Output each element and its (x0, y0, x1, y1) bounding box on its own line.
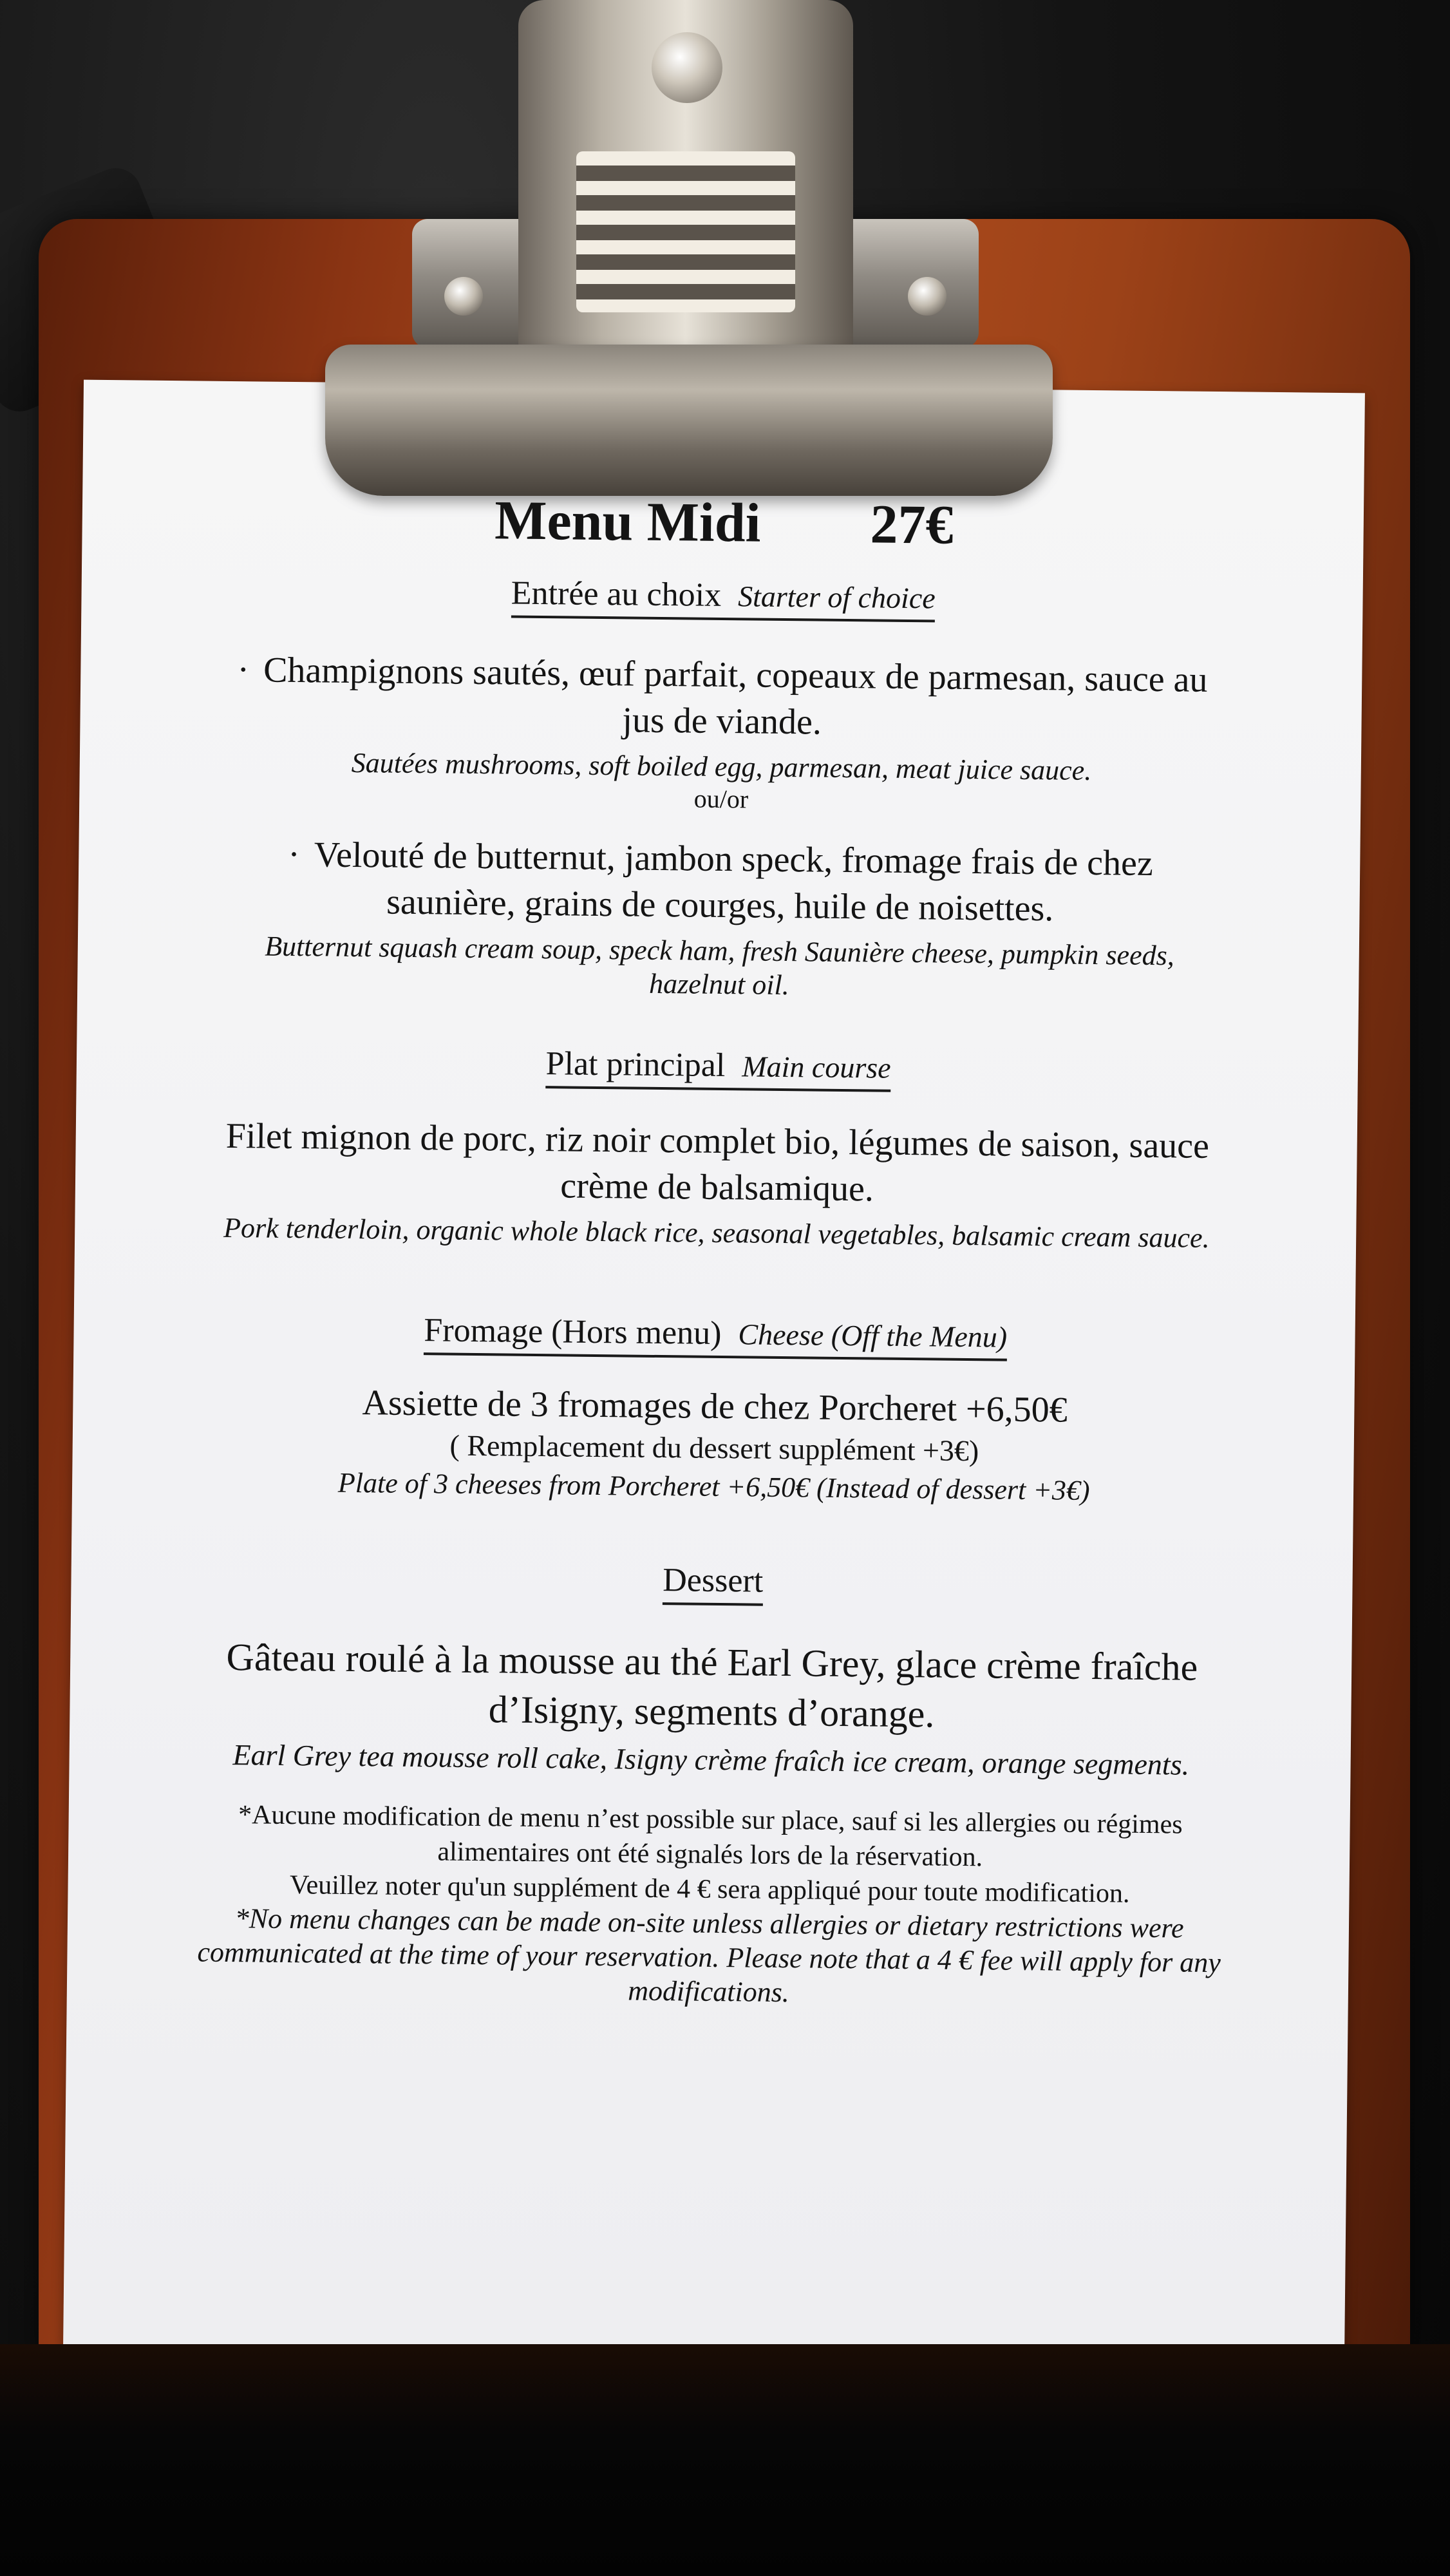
starter-option-2-en-line2: hazelnut oil. (648, 968, 789, 1001)
footnote (80, 1797, 1338, 2016)
starter-option-1 (93, 646, 1351, 820)
main-heading-wrap (90, 1041, 1346, 1097)
dessert-dish-en: Earl Grey tea mousse roll cake, Isigny crème fraîch ice cream, orange segments. (232, 1738, 1190, 1781)
main-dish-fr-line2: crème de balsamique. (560, 1166, 874, 1209)
starter-option-2-fr (92, 830, 1348, 936)
clip-jaw (325, 345, 1053, 496)
starter-or: ou/or (693, 784, 749, 814)
cheese-heading-fr: Fromage (Hors menu) (424, 1311, 722, 1352)
menu-text (80, 483, 1352, 2016)
cheese-heading-wrap (88, 1308, 1344, 1365)
cheese-heading (424, 1312, 1007, 1361)
dessert-dish-fr-line2: d’Isigny, segments d’orange. (488, 1688, 935, 1736)
starter-heading-fr: Entrée au choix (511, 574, 722, 614)
main-dish-fr (89, 1112, 1345, 1218)
starter-option-2-fr-line1: Velouté de butternut, jambon speck, fromage frais de chez (314, 835, 1154, 884)
footnote-en-line3: modifications. (628, 1975, 790, 2009)
starter-option-2 (91, 830, 1349, 1009)
cheese-dish (86, 1377, 1343, 1511)
footnote-fr-line1: *Aucune modification de menu n’est possible sur place, sauf si les allergies ou régimes (238, 1800, 1183, 1840)
main-dish-fr-line1: Filet mignon de porc, riz noir complet bio, légumes de saison, sauce (225, 1116, 1210, 1167)
starter-option-1-fr-line2: jus de viande. (622, 700, 822, 743)
clip-grip (576, 151, 795, 312)
starter-heading-en: Starter of choice (737, 580, 936, 615)
dessert-heading: Dessert (663, 1562, 764, 1606)
bullet-icon: · (287, 835, 301, 875)
footnote-en-line1: *No menu changes can be made on-site unless allergies or dietary restrictions were (234, 1902, 1184, 1944)
menu-title: Menu Midi (494, 489, 762, 554)
starter-option-1-fr (94, 646, 1350, 752)
footnote-fr-line2: alimentaires ont été signalés lors de la réservation. (437, 1837, 983, 1873)
dessert-heading-wrap (85, 1556, 1341, 1613)
starter-option-2-fr-line2: saunière, grains de courges, huile de noisettes. (386, 882, 1054, 929)
cheese-dish-en: Plate of 3 cheeses from Porcheret +6,50€ (Instead of dessert +3€) (337, 1467, 1090, 1507)
menu-price: 27€ (870, 493, 954, 556)
main-heading-en: Main course (742, 1050, 891, 1085)
footnote-fr (82, 1797, 1339, 1914)
clip-screw-right-icon (908, 277, 946, 316)
main-dish-en: Pork tenderloin, organic whole black rice, seasonal vegetables, balsamic cream sauce. (223, 1211, 1210, 1254)
bullet-icon: · (237, 650, 250, 690)
footnote-en-line2: communicated at the time of your reservation. Please note that a 4 € fee will apply for any (197, 1936, 1221, 1979)
starter-heading (511, 575, 936, 623)
footnote-fr-line3: Veuillez noter qu'un supplément de 4 € sera appliqué pour toute modification. (289, 1870, 1130, 1909)
main-heading-fr: Plat principal (545, 1045, 726, 1084)
starter-option-2-en-line1: Butternut squash cream soup, speck ham, fresh Saunière cheese, pumpkin seeds, (264, 930, 1175, 972)
dessert-dish-fr-line1: Gâteau roulé à la mousse au thé Earl Grey, glace crème fraîche (226, 1636, 1198, 1689)
table-shadow (0, 2344, 1450, 2576)
starter-option-1-fr-line1: Champignons sautés, œuf parfait, copeaux de parmesan, sauce au (263, 650, 1208, 701)
menu-title-row (96, 488, 1352, 556)
footnote-en (80, 1900, 1337, 2016)
main-heading (545, 1045, 891, 1092)
dessert-dish (83, 1631, 1340, 1784)
starter-option-2-en (91, 927, 1348, 1009)
cheese-dish-fr: Assiette de 3 fromages de chez Porcheret +6,50€ (362, 1382, 1068, 1430)
clip-knob-icon (652, 32, 722, 103)
cheese-heading-en: Cheese (Off the Menu) (738, 1317, 1008, 1354)
cheese-replacement-fr: ( Remplacement du dessert supplément +3€) (449, 1429, 979, 1468)
starter-option-1-en: Sautées mushrooms, soft boiled egg, parmesan, meat juice sauce. (351, 746, 1092, 786)
clip-screw-left-icon (444, 277, 483, 316)
starter-heading-wrap (95, 571, 1351, 627)
dessert-dish-fr (84, 1631, 1341, 1743)
main-dish (89, 1112, 1346, 1257)
